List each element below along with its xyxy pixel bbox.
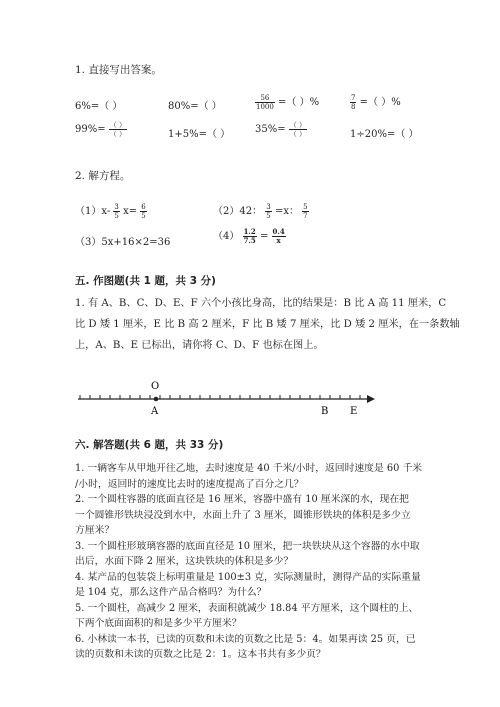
r1c2: 80%=（ ） [168, 101, 222, 112]
r1c3: $\frac{56}{1000}$ =（ ）% [256, 94, 320, 111]
label-a: A [151, 406, 159, 417]
section6-heading: 六. 解答题(共 6 题，共 33 分) [75, 439, 224, 451]
frac-blank: $\frac{( )}{( )}$ [289, 121, 307, 138]
r1c1: 6%=（ ） [75, 101, 123, 112]
equation-2: （2）42： $\frac{3}{5}$ =x： $\frac{5}{7}$ [213, 203, 308, 220]
frac-blank: $\frac{( )}{( )}$ [109, 121, 127, 138]
origin-point [154, 397, 158, 401]
section2-title: 2. 解方程。 [75, 170, 131, 182]
r2c2: 1+5%=（ ） [168, 129, 231, 140]
label-b: B [321, 406, 329, 417]
equation-3: （3）5x+16×2=36 [75, 237, 171, 248]
frac-7-8: $\frac{7}{8}$ [351, 94, 356, 111]
r2c4: 1÷20%=（ ） [350, 129, 419, 140]
section6-questions: 1. 一辆客车从甲地开往乙地，去时速度是 40 千米/小时，返回时速度是 60 千米 /小时，返回时的速度比去时的速度提高了百分之几？ 2. 一个圆柱容器的底面直径是 16 厘米，容器中盛有 10 厘米深的水，现在把 一个圆锥形铁块浸没到水中，水面上升了 3 厘米，圆锥形铁块的体积是多少立 方厘米？ 3. 一个圆柱形玻璃容器的底面直径是 10 厘米，把一块铁块从这个容器的水中取 出后，水面下降 2 厘米，这块铁块的体积是多少？ 4. 某产品的包装袋上标明重量是 100±3 克，实际测量时，测得产品的实际重量 是 104 克，那么这件产品合格吗？为什么？ 5. 一个圆柱，高减少 2 厘米，表面积就减少 18.84 平方厘米，这个圆柱的上、 下两个底面面积的和是多少平方厘米？ 6. 小林读一本书，已读的页数和未读的页数之比是 5：4。如果再读 25 页，已 读的页数和未读的页数之比是 2：1。这本书共有多少页？ [75, 463, 423, 660]
frac-56-1000: $\frac{56}{1000}$ [256, 94, 274, 111]
r2c3: 35%= $\frac{( )}{( )}$ [255, 121, 307, 138]
equation-4: （4） $\frac{1.2}{7.5}$ = $\frac{0.4}{x}$ [213, 227, 285, 245]
r1c4: $\frac{7}{8}$ =（ ）% [351, 94, 401, 111]
label-e: E [350, 406, 358, 417]
origin-label: O [151, 381, 160, 392]
equation-1: （1）x- $\frac{3}{5}$ x= $\frac{6}{5}$ [75, 203, 146, 220]
section5-question: 1. 有 A、B、C、D、E、F 六个小孩比身高，比的结果是：B 比 A 高 11 厘米，C 比 D 矮 1 厘米，E 比 B 高 2 厘米，F 比 B 矮 7 厘米，比 D 矮 2 厘米，在一条数轴 上，A、B、E 已标出，请你将 C、D、F 也标在图上。 [75, 298, 460, 351]
section1-title: 1. 直接写出答案。 [75, 64, 162, 76]
r2c1: 99%= $\frac{( )}{( )}$ [75, 121, 127, 138]
section5-heading: 五. 作图题(共 1 题，共 3 分) [75, 275, 216, 287]
number-line [70, 378, 375, 418]
